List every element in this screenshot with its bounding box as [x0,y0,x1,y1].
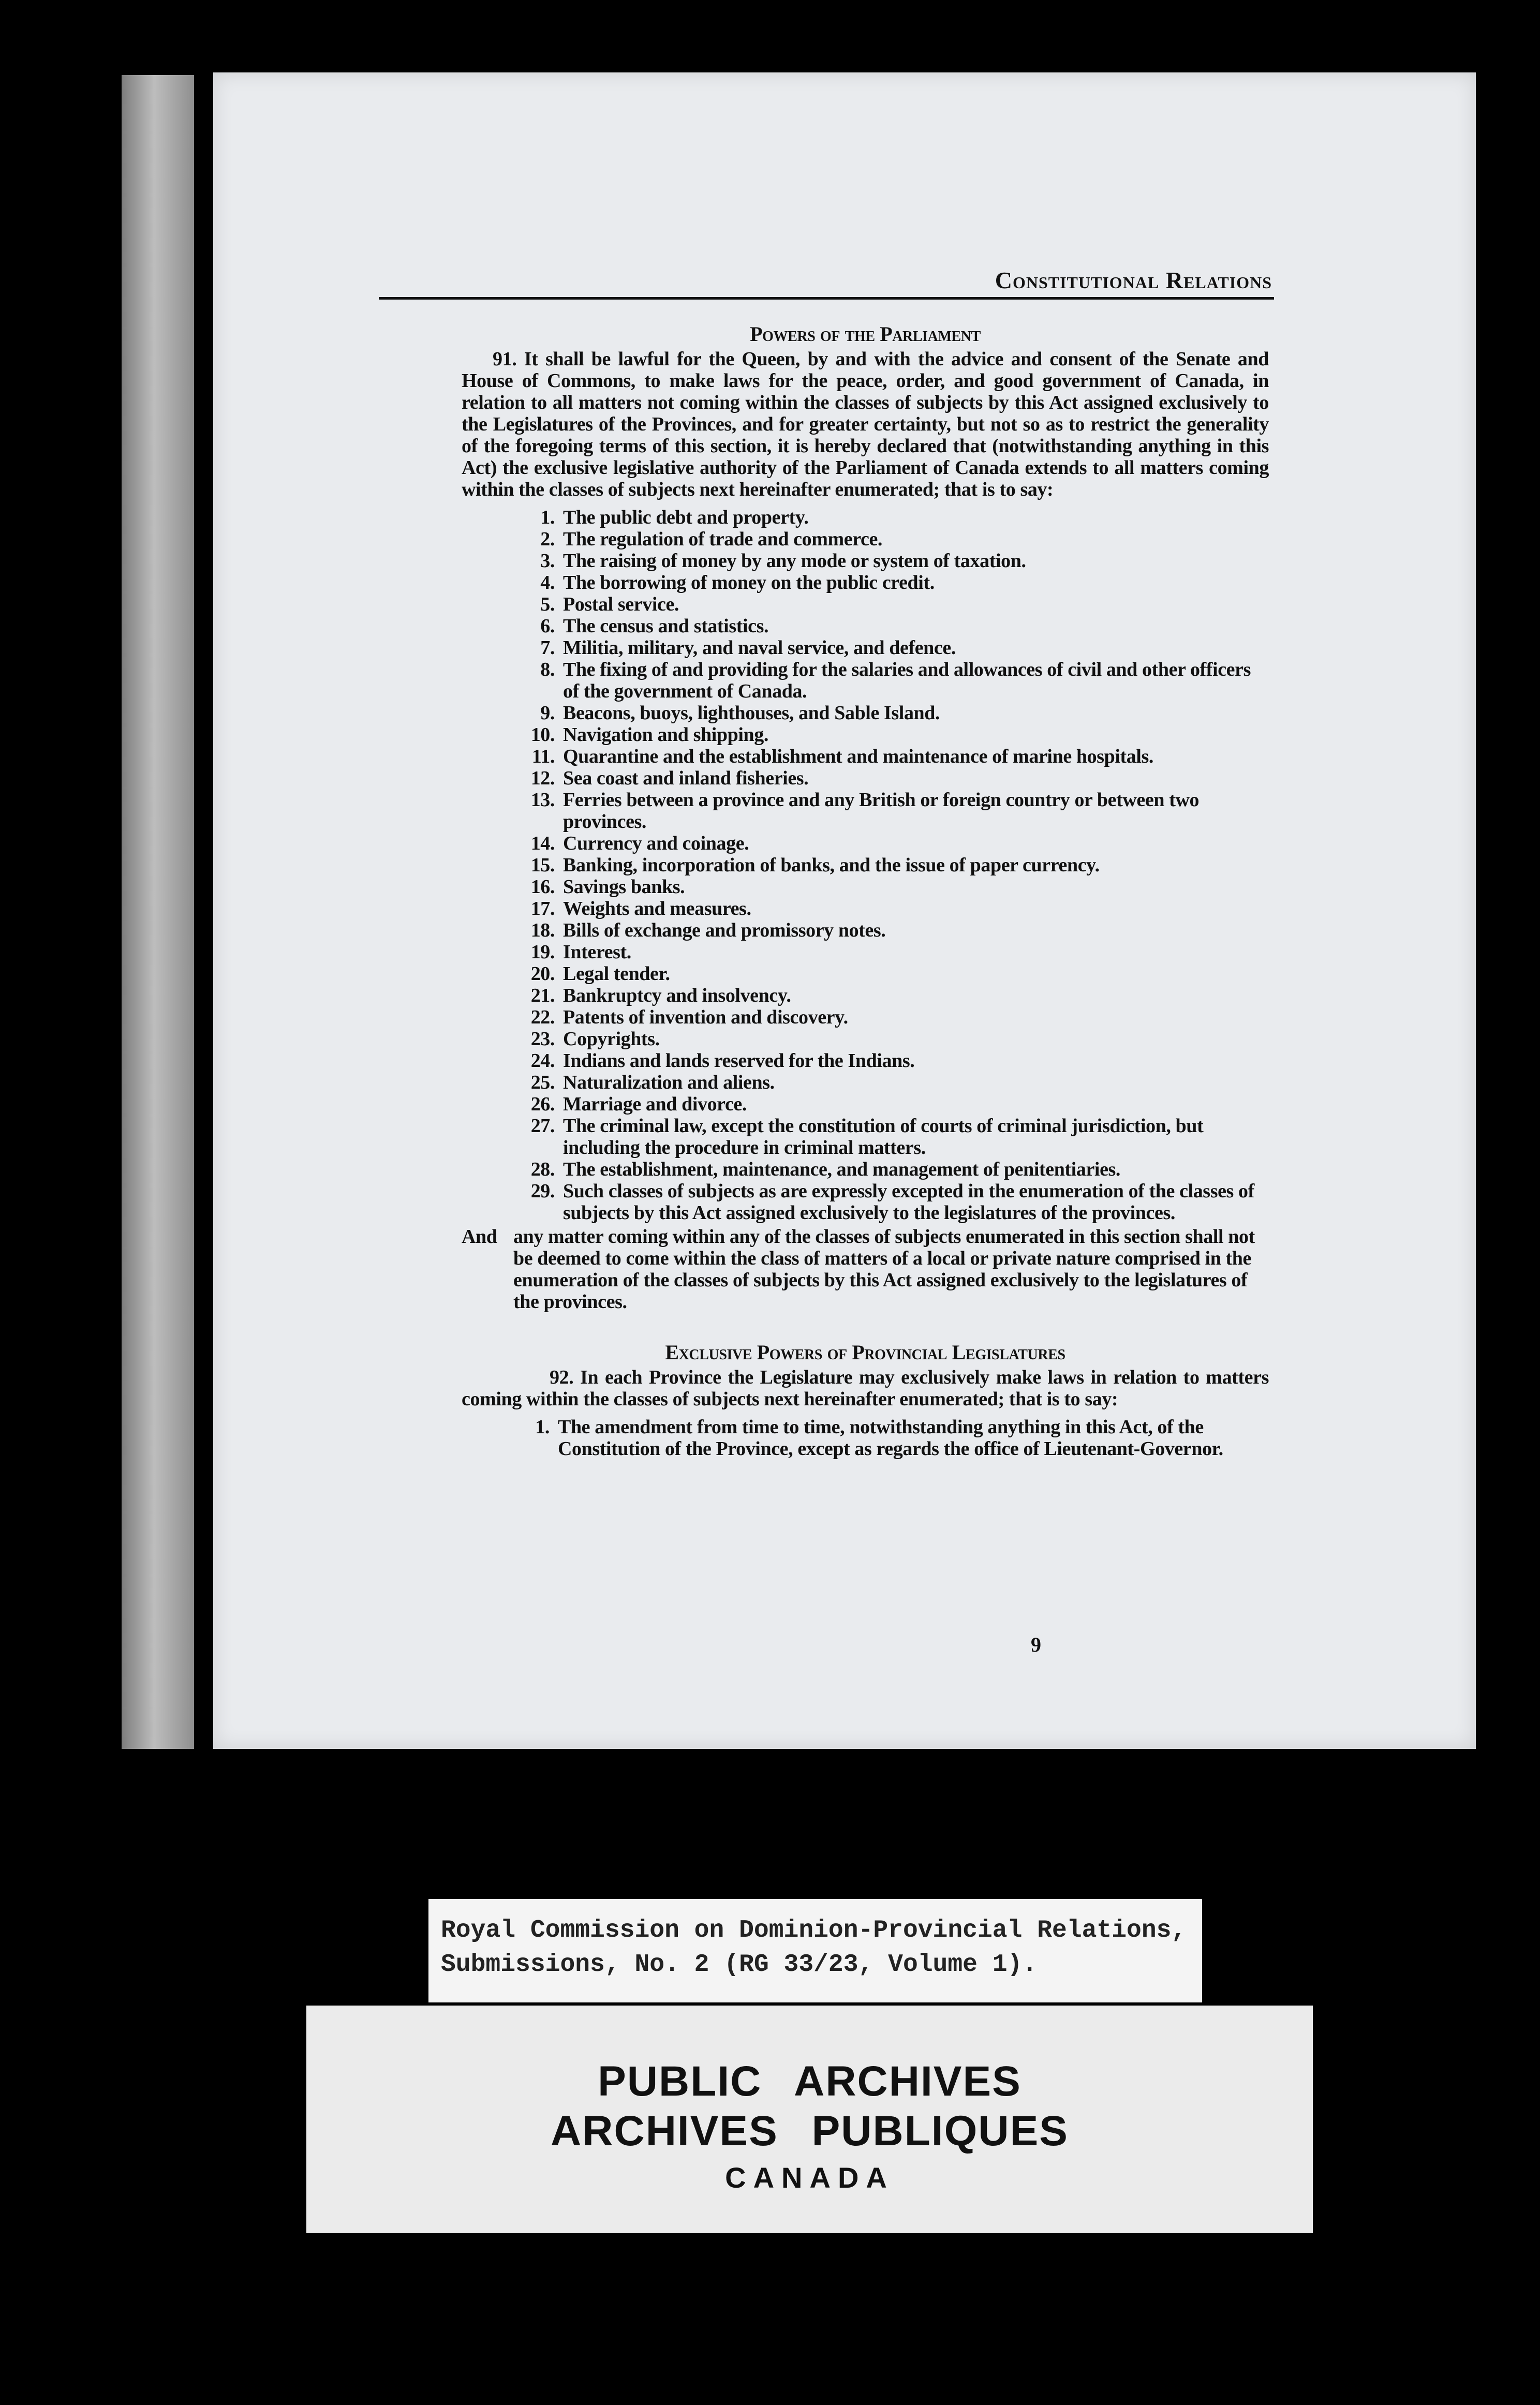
list-item-text: Marriage and divorce. [563,1093,747,1115]
list-item-text: Such classes of subjects as are expressly excepted in the enumeration of the classes of subjects by this Act assigned exclusively to the legislatures of the provinces. [563,1180,1254,1224]
list-item [519,659,1269,702]
list-item [519,528,1269,550]
page-body [462,323,1269,1460]
list-item-number: 29. [530,1180,555,1202]
list-item-number: 1. [535,1416,550,1438]
list-item-text: Currency and coinage. [563,833,749,854]
list-item [519,876,1269,898]
list-item-text: Savings banks. [563,876,685,898]
list-item-number: 18. [530,919,555,941]
list-item [519,724,1269,746]
list-item-number: 9. [540,702,555,724]
list-item [519,550,1269,572]
list-item-number: 3. [540,550,555,572]
list-item-number: 20. [530,963,555,985]
list-item-number: 28. [530,1159,555,1180]
list-item [519,1006,1269,1028]
list-item [519,789,1269,833]
list-item-text: The raising of money by any mode or system of taxation. [563,550,1026,572]
list-item-text: Banking, incorporation of banks, and the issue of paper currency. [563,854,1100,876]
list-item [513,1416,1269,1460]
section-91-closing [462,1226,1269,1313]
list-item-text: Bankruptcy and insolvency. [563,985,791,1006]
list-item-number: 5. [540,593,555,615]
list-item-number: 17. [530,898,555,919]
list-item-number: 7. [540,637,555,659]
list-item-number: 15. [530,854,555,876]
list-item [519,919,1269,941]
list-item-text: Indians and lands reserved for the Indians. [563,1050,915,1072]
list-item-number: 14. [530,833,555,854]
list-item [519,1028,1269,1050]
list-item-number: 11. [531,746,555,767]
list-item [519,963,1269,985]
list-item-number: 2. [540,528,555,550]
list-item-text: The borrowing of money on the public credit. [563,572,935,593]
list-item [519,746,1269,767]
list-item [519,854,1269,876]
list-item-text: The regulation of trade and commerce. [563,528,883,550]
list-item-number: 26. [530,1093,555,1115]
citation-line-1: Royal Commission on Dominion-Provincial Relations, [441,1917,1187,1944]
section-92-paragraph: 92. In each Province the Legislature may exclusively make laws in relation to matters coming within the classes of subjects next hereinafter enumerated; that is to say: [462,1367,1269,1410]
archives-stamp [306,2006,1313,2233]
list-item-number: 23. [530,1028,555,1050]
book-spine [122,75,194,1749]
document-page [213,72,1476,1749]
closing-text: any matter coming within any of the classes of subjects enumerated in this section shall not be deemed to come within the class of matters of a local or private nature comprised in the enumeration of the classes of subjects by this Act assigned exclusively to the legislatures of the provinces. [513,1226,1255,1313]
list-item-text: The establishment, maintenance, and management of penitentiaries. [563,1159,1121,1180]
running-head: Constitutional Relations [995,267,1272,293]
list-item-number: 12. [530,767,555,789]
list-item-text: The criminal law, except the constitution of courts of criminal jurisdiction, but including the procedure in criminal matters. [563,1115,1204,1159]
list-item-number: 6. [540,615,555,637]
list-item-number: 10. [530,724,555,746]
list-item [519,1180,1269,1224]
list-item [519,941,1269,963]
list-item-number: 1. [540,507,555,528]
list-item-text: Interest. [563,941,631,963]
list-item-number: 4. [540,572,555,593]
list-item-text: The amendment from time to time, notwithstanding anything in this Act, of the Constitution of the Province, except as regards the office of Lieutenant-Governor. [558,1416,1223,1460]
list-item-number: 16. [530,876,555,898]
list-item-text: Bills of exchange and promissory notes. [563,919,886,941]
list-item-number: 24. [530,1050,555,1072]
header-rule [379,297,1274,300]
list-item-text: Patents of invention and discovery. [563,1006,848,1028]
list-item [519,1072,1269,1093]
list-item-number: 19. [530,941,555,963]
list-item [519,1093,1269,1115]
stamp-line-1: PUBLIC ARCHIVES [598,2058,1021,2105]
list-item [519,898,1269,919]
list-item [519,593,1269,615]
page-number: 9 [1031,1633,1041,1656]
closing-and: And [462,1226,497,1248]
list-item [519,1050,1269,1072]
list-item-text: Ferries between a province and any British or foreign country or between two provinces. [563,789,1200,833]
list-item [519,572,1269,593]
list-item-number: 25. [530,1072,555,1093]
list-item-number: 22. [530,1006,555,1028]
section-heading-provincial: Exclusive Powers of Provincial Legislatures [665,1341,1065,1364]
section-91-list [462,507,1269,1224]
list-item-text: Beacons, buoys, lighthouses, and Sable Island. [563,702,940,724]
list-item-number: 27. [530,1115,555,1137]
list-item-text: The census and statistics. [563,615,769,637]
list-item [519,767,1269,789]
section-heading-parliament: Powers of the Parliament [750,322,981,346]
list-item-number: 8. [540,659,555,680]
list-item [519,702,1269,724]
list-item-text: The fixing of and providing for the salaries and allowances of civil and other officers of the government of Canada. [563,659,1251,702]
list-item [519,1159,1269,1180]
list-item-text: Navigation and shipping. [563,724,768,746]
citation-label [428,1899,1202,2002]
list-item [519,1115,1269,1159]
list-item-text: Naturalization and aliens. [563,1072,775,1093]
list-item [519,985,1269,1006]
list-item-text: Weights and measures. [563,898,751,919]
list-item-text: Sea coast and inland fisheries. [563,767,809,789]
list-item-text: Postal service. [563,593,679,615]
list-item-text: Quarantine and the establishment and maintenance of marine hospitals. [563,746,1153,767]
list-item [519,637,1269,659]
list-item-number: 13. [530,789,555,811]
citation-line-2: Submissions, No. 2 (RG 33/23, Volume 1). [441,1951,1038,1979]
list-item [519,507,1269,528]
list-item-text: Copyrights. [563,1028,660,1050]
list-item [519,615,1269,637]
list-item-number: 21. [530,985,555,1006]
list-item-text: The public debt and property. [563,507,809,528]
list-item-text: Militia, military, and naval service, and defence. [563,637,956,659]
stamp-line-3: CANADA [725,2161,894,2194]
section-91-paragraph: 91. It shall be lawful for the Queen, by and with the advice and consent of the Senate and House of Commons, to make laws for the peace, order, and good government of Canada, in relation to all matters not coming within the classes of subjects by this Act assigned exclusively to the Legislatures of the Provinces, and for greater certainty, but not so as to restrict the generality of the foregoing terms of this section, it is hereby declared that (notwithstanding anything in this Act) the exclusive legislative authority of the Parliament of Canada extends to all matters coming within the classes of subjects next hereinafter enumerated; that is to say: [462,348,1269,500]
section-92-list [462,1416,1269,1460]
list-item [519,833,1269,854]
stamp-line-2: ARCHIVES PUBLIQUES [551,2107,1069,2155]
list-item-text: Legal tender. [563,963,670,985]
